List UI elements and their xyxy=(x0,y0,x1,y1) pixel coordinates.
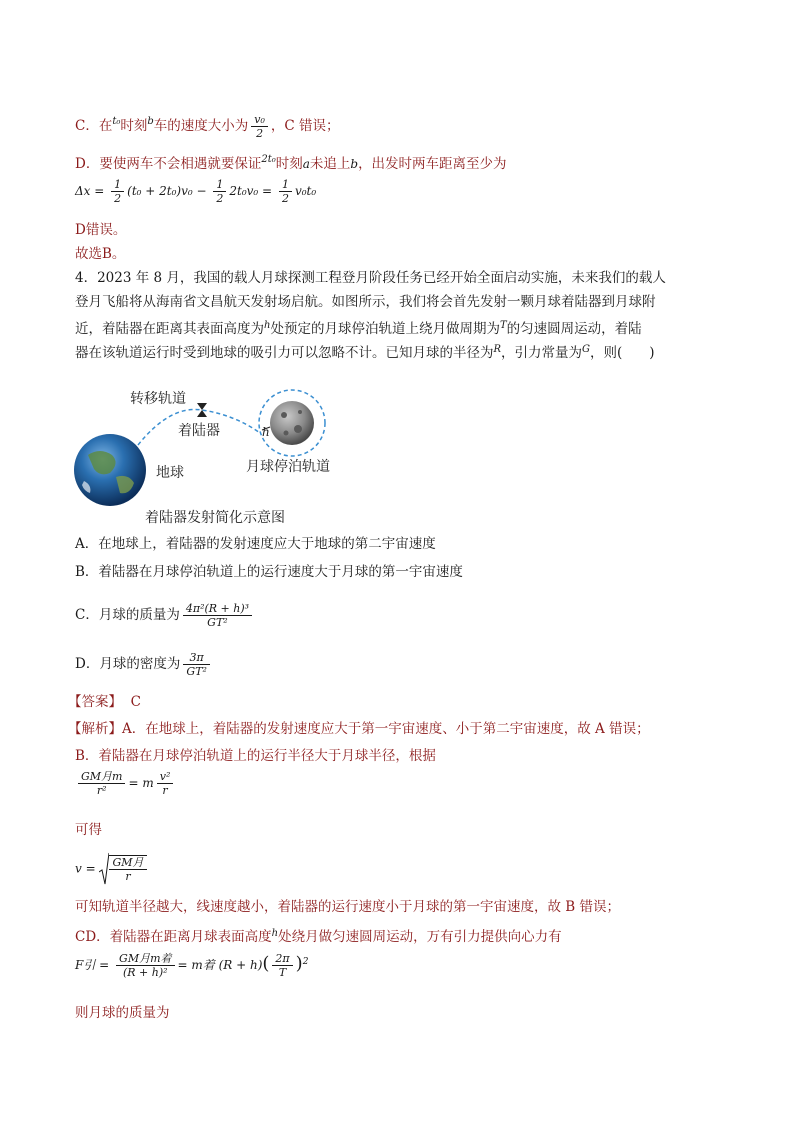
solution-c-line: C．在$^{t_0}$时刻$^b$车的速度大小为 $\frac{\text{v₀}}{2}$ ，C 错误； xyxy=(75,113,340,140)
moon-mass-fraction: $\frac{\text{4π²(R + h)³}}{\text{GT²}}$ xyxy=(183,602,252,629)
ke-de-text: 可得 xyxy=(75,822,102,838)
d-wrong-text: D错误。 xyxy=(75,222,127,238)
gravity-equation-1: $\frac{\text{GM月m}}{\text{r²}}$ = m $\frac{\text{v²}}{r}$ xyxy=(75,770,176,797)
delta-x-equation: Δx = $\frac{1}{2}$ (t₀ + 2t₀)v₀ − $\frac{1}{2}$ 2t₀v₀ = $\frac{1}{2}$ v₀t₀ xyxy=(75,178,317,205)
earth-label: 地球 xyxy=(156,465,184,481)
option-d: D．月球的密度为 $\frac{3\pi}{\text{GT²}}$ xyxy=(75,651,213,678)
height-h-label: h xyxy=(262,425,270,439)
option-c: C．月球的质量为 $\frac{\text{4π²(R + h)³}}{\text{GT²}}$ xyxy=(75,602,255,629)
velocity-equation: v = $\frac{\text{GM月}}{r}$ xyxy=(75,852,150,886)
transfer-orbit-label: 转移轨道 xyxy=(130,391,186,407)
v0-half-fraction: $\frac{\text{v₀}}{2}$ xyxy=(251,113,268,140)
question-line-3: 近，着陆器在距离其表面高度为$^h$处预定的月球停泊轨道上绕月做周期为$^T$的匀速圆周运动，着陆 xyxy=(75,320,642,337)
lander-label: 着陆器 xyxy=(178,423,220,439)
analysis-b-line: B．着陆器在月球停泊轨道上的运行半径大于月球半径，根据 xyxy=(75,748,436,764)
question-line-1: 4．2023 年 8 月，我国的载人月球探测工程登月阶段任务已经开始全面启动实施，未来我们的载人 xyxy=(75,270,666,286)
diagram-caption: 着陆器发射简化示意图 xyxy=(145,510,285,526)
answer-value: C xyxy=(130,694,141,710)
option-a: A．在地球上，着陆器的发射速度应大于地球的第二宇宙速度 xyxy=(75,536,436,552)
moon-sphere xyxy=(270,401,314,445)
analysis-cd-line: CD．着陆器在距离月球表面高度$^h$处绕月做匀速圆周运动，万有引力提供向心力有 xyxy=(75,928,562,945)
choose-b-text: 故选B。 xyxy=(75,246,126,262)
moon-density-fraction: $\frac{3\pi}{\text{GT²}}$ xyxy=(183,651,210,678)
question-line-4: 器在该轨道运行时受到地球的吸引力可以忽略不计。已知月球的半径为$^R$，引力常量为$^G$，则( ) xyxy=(75,344,655,361)
option-b: B．着陆器在月球停泊轨道上的运行速度大于月球的第一宇宙速度 xyxy=(75,564,463,580)
moon-orbit-label: 月球停泊轨道 xyxy=(246,459,330,475)
answer-line xyxy=(68,692,141,712)
centripetal-equation: F引 = $\frac{\text{GM月m着}}{\text{(R + h)²}}$ = m着 (R + h)( $\frac{2\pi}{T}$ )$^2$ xyxy=(75,952,309,979)
analysis-a-line: 【解析】A．在地球上，着陆器的发射速度应大于第一宇宙速度、小于第二宇宙速度，故 A 错误； xyxy=(68,721,650,737)
sqrt-sign xyxy=(99,852,109,886)
analysis-b-conclusion: 可知轨道半径越大，线速度越小，着陆器的运行速度小于月球的第一宇宙速度，故 B 错误； xyxy=(75,899,621,915)
solution-d-line: D．要使两车不会相遇就要保证$^{2t_0}$时刻a未追上b，出发时两车距离至少为 xyxy=(75,154,507,172)
answer-label: 【答案】 xyxy=(68,694,122,710)
question-line-2: 登月飞船将从海南省文昌航天发射场启航。如图所示，我们将会首先发射一颗月球着陆器到月球附 xyxy=(75,294,656,310)
moon-mass-line: 则月球的质量为 xyxy=(75,1005,170,1021)
lander-launch-diagram xyxy=(70,385,370,530)
